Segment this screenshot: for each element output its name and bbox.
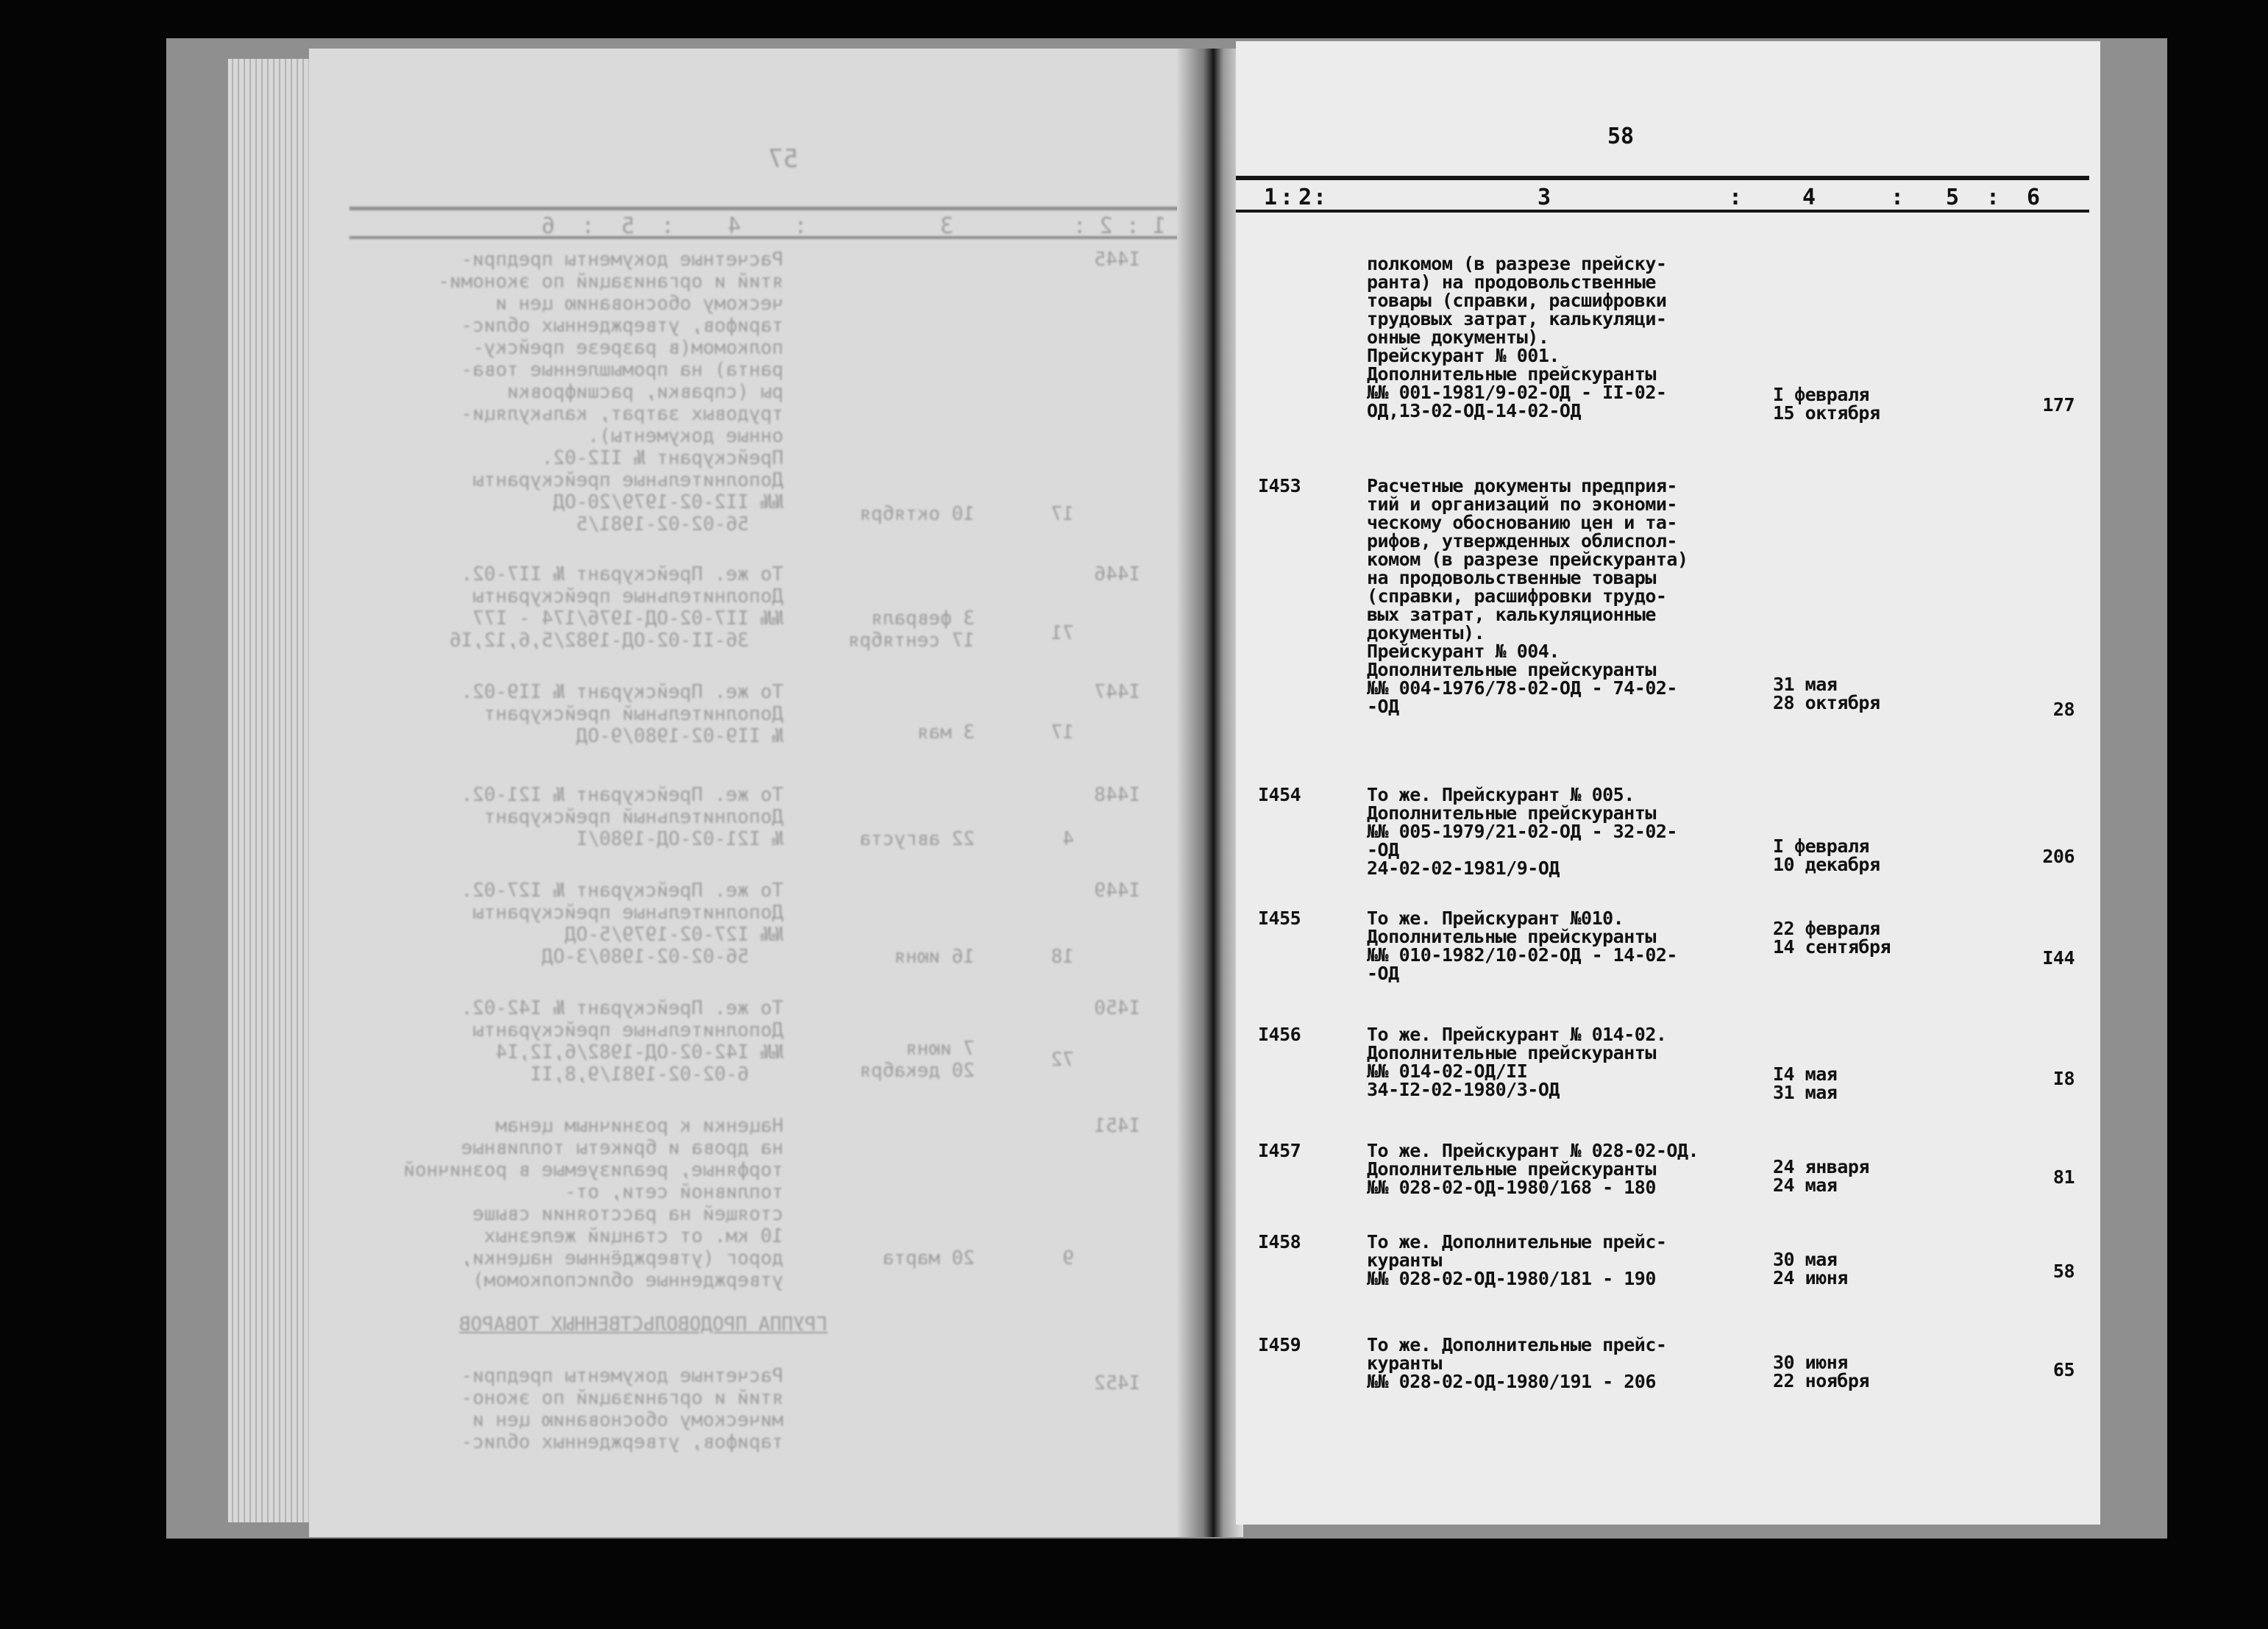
header-sep: : [1986,185,2000,210]
left-section-title: ГРУППА ПРОДОВОЛЬСТВЕННЫХ ТОВАРОВ [459,1313,828,1336]
left-entry-sheets: 9 [1062,1247,1074,1269]
left-entry-num: I450 [1094,997,1140,1019]
row-dates: I февраля 15 октября [1773,384,1880,424]
row-title: полкомом (в разрезе прейску- ранта) на продовольственные товары (справки, расшифровки трудовых затрат, калькуляци- онные документы). Прейскурант № 001. Дополнительные прейскуранты №№ 001-1981/9-02-ОД - II-02- ОД,13-02-ОД-14-02-ОД [1367,253,1667,421]
left-entry-dates: 16 июня [894,946,975,968]
book-gutter [1177,49,1243,1537]
row-dates: I4 мая 31 мая [1773,1063,1838,1103]
left-entry-num: I448 [1094,784,1140,806]
row-number: I456 [1258,1024,1301,1045]
left-entry-dates: 20 марта [882,1247,975,1269]
right-page [1236,41,2100,1525]
row-title: Расчетные документы предприя- тий и организаций по экономи- ческому обоснованию цен и та- рифов, утвержденных облиспол- комом (в разрезе прейскуранта) на продовольственные товары (справки, расшифровки трудо- вых затрат, калькуляционные документы). Прейскурант № 004. Дополнительные прейскуранты №№ 004-1976/78-02-ОД - 74-02- -ОД [1367,475,1688,717]
header-col-2: 2 [1298,185,1312,210]
row-number: I458 [1258,1231,1301,1252]
row-dates: 31 мая 28 октября [1773,674,1880,713]
left-entry-dates: 10 октября [859,503,975,525]
left-entry-num: I452 [1094,1372,1140,1394]
row-title: То же. Прейскурант № 028-02-ОД. Дополнительные прейскуранты №№ 028-02-ОД-1980/168 - 180 [1367,1140,1699,1198]
row-number: I454 [1258,784,1301,805]
left-entry-num: I449 [1094,880,1140,902]
left-entry-sheets: 71 [1051,622,1074,644]
left-page-show-through [309,49,1195,1537]
row-sheets: 177 [2042,394,2075,416]
row-sheets: 65 [2052,1359,2075,1380]
left-entry-sheets: 4 [1062,828,1074,850]
row-dates: 30 июня 22 ноября [1773,1352,1869,1391]
left-entry-num: I447 [1094,681,1140,703]
left-entry-text: То же. Прейскурант № I21-02. Дополнительный прейскурант № I21-02-ОД-1980/I [461,784,783,850]
row-number: I457 [1258,1140,1301,1161]
header-sep: : [1729,185,1743,210]
left-entry-text: Наценки к розничным ценам на дрова и брикеты топливные торфяные, реализуемые в розничной топливной сети, от- стоящей на расстоянии свыше 10 км. от станций железных дорог (утверждённые наценки, утвержденные облисполкомом) [403,1115,783,1291]
header-col-3: 3 [1538,185,1551,210]
row-sheets: I44 [2042,947,2075,969]
header-sep: : [1891,185,1905,210]
left-entry-num: I445 [1094,249,1140,271]
row-title: То же. Прейскурант №010. Дополнительные прейскуранты №№ 010-1982/10-02-ОД - 14-02- -ОД [1367,908,1677,984]
row-dates: I февраля 10 декабря [1773,835,1880,875]
left-entry-dates: 7 июня 20 декабря [859,1038,975,1082]
row-title: То же. Прейскурант № 005. Дополнительные прейскуранты №№ 005-1979/21-02-ОД - 32-02- -ОД 24-02-02-1981/9-ОД [1367,784,1677,879]
header-col-5: 5 [1946,185,1960,210]
row-sheets: 81 [2052,1166,2075,1188]
row-title: То же. Прейскурант № 014-02. Дополнительные прейскуранты №№ 014-02-ОД/II 34-I2-02-1980/3-ОД [1367,1024,1667,1100]
row-number: I453 [1258,475,1301,496]
left-page-number: 57 [768,144,798,174]
left-entry-text: То же. Прейскурант № I42-02. Дополнительные прейскуранты №№ I42-02-ОД-1982/6,I2,I4 6-02-02-1981/9,8,II [461,997,783,1086]
left-entry-sheets: 18 [1051,946,1074,968]
left-entry-dates: 22 августа [859,828,975,850]
row-dates: 24 января 24 мая [1773,1156,1869,1196]
header-col-4: 4 [1802,185,1816,210]
left-entry-text: То же. Прейскурант № II7-02. Дополнительные прейскуранты №№ II7-02-ОД-1976/174 - I77 36-II-02-ОД-1982/5,6,12,I6 [449,563,783,652]
row-number: I459 [1258,1334,1301,1355]
header-col-6: 6 [2027,185,2041,210]
left-entry-num: I451 [1094,1115,1140,1137]
row-title: То же. Дополнительные прейс- куранты №№ 028-02-ОД-1980/191 - 206 [1367,1334,1667,1392]
row-sheets: 206 [2042,846,2075,867]
left-entry-sheets: 17 [1051,721,1074,744]
row-sheets: I8 [2052,1068,2075,1089]
left-entry-text: То же. Прейскурант № I27-02. Дополнительные прейскуранты №№ I27-02-1979/5-ОД 56-02-02-1980/3-ОД [461,880,783,968]
row-number: I455 [1258,908,1301,929]
header-sep: : [1313,185,1327,210]
left-entry-dates: 3 мая [917,721,975,744]
left-entry-text: Расчетные документы предпри- ятий и организаций по экономи- ческому обоснованию цен и тарифов, утвержденных облис- полкомом(в разрезе прейску- ранта) на промышленные това- ры (справки, расшифровки трудовых затрат, калькуляци- онные документы). Прейскурант № II2-02. Дополнительные прейскуранты №№ II2-02-1979/20-ОД 56-02-02-1981/5 [438,249,783,535]
left-entry-sheets: 17 [1051,503,1074,525]
row-title: То же. Дополнительные прейс- куранты №№ 028-02-ОД-1980/181 - 190 [1367,1231,1667,1289]
header-sep: : [1280,185,1294,210]
row-sheets: 58 [2052,1261,2075,1282]
table-header [1236,176,2089,213]
left-entry-text: Расчетные документы предпри- ятий и организаций по эконо- мическому обоснованию цен и тарифов, утвержденных облис- [461,1365,783,1453]
row-dates: 22 февраля 14 сентября [1773,918,1891,958]
row-sheets: 28 [2052,699,2075,720]
row-dates: 30 мая 24 июня [1773,1249,1848,1288]
page-number: 58 [1607,124,1635,149]
left-entry-num: I446 [1094,563,1140,585]
header-col-1: 1 [1264,185,1278,210]
left-entry-dates: 3 февраля 17 сентября [847,607,975,652]
left-entry-sheets: 72 [1051,1049,1074,1071]
left-page [309,49,1195,1537]
left-entry-text: То же. Прейскурант № II9-02. Дополнительный прейскурант № II9-02-1980/9-ОД [461,681,783,747]
left-page-header: 1 : 2 : 3 : 4 : 5 : 6 [349,207,1195,239]
